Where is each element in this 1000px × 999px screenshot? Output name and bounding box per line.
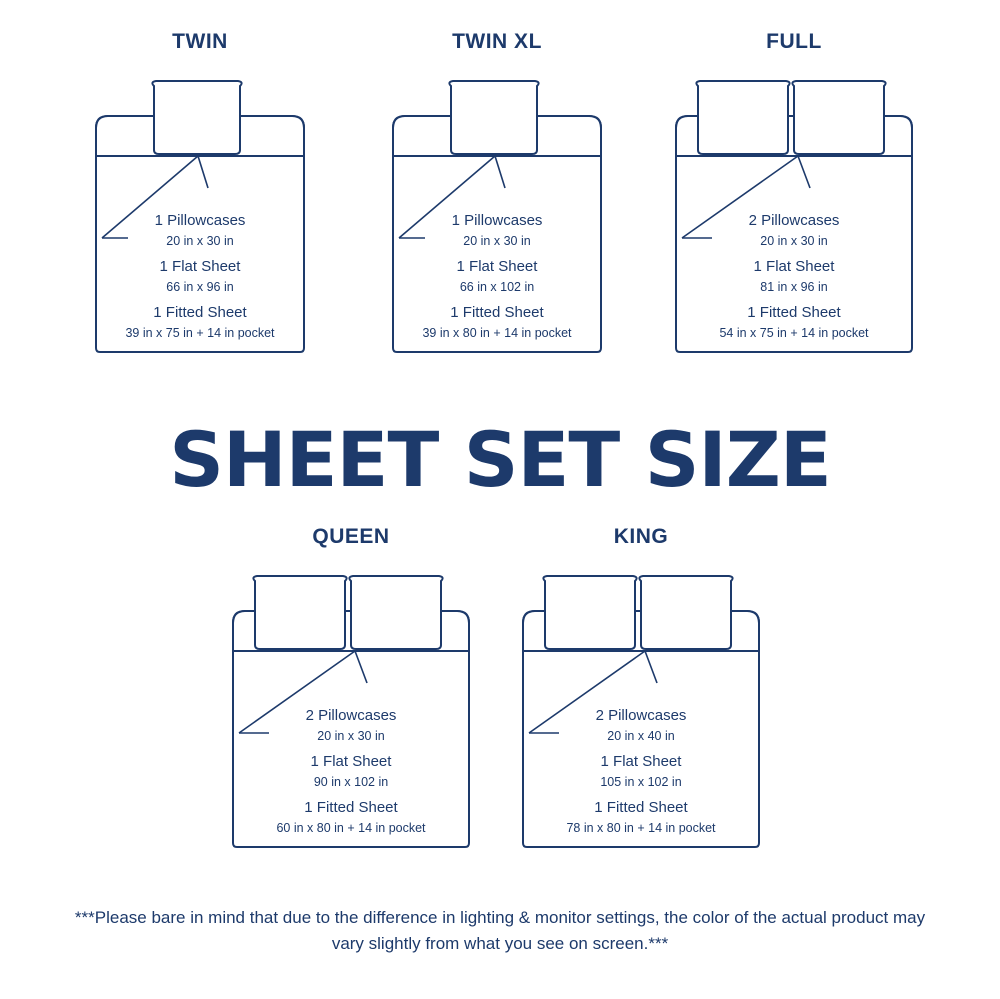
- page-title: SHEET SET SIZE: [169, 415, 831, 504]
- label-group: 1 Flat Sheet 81 in x 96 in: [753, 258, 835, 294]
- bed-title: FULL: [766, 30, 822, 53]
- bed-figure: [225, 555, 477, 851]
- bed-labels: [225, 707, 477, 845]
- bed-figure: [515, 555, 767, 851]
- label-group: 1 Fitted Sheet 54 in x 75 in + 14 in pocket: [719, 304, 869, 340]
- label-group: 1 Pillowcases 20 in x 30 in: [451, 212, 543, 248]
- label-group: 1 Fitted Sheet 78 in x 80 in + 14 in pocket: [566, 799, 716, 835]
- bed-labels: [385, 212, 609, 350]
- bed-card-twin-xl: [385, 30, 609, 356]
- bed-labels: [668, 212, 920, 350]
- bed-title: TWIN: [172, 30, 228, 53]
- label-group: 1 Pillowcases 20 in x 30 in: [154, 212, 246, 248]
- label-group: 1 Fitted Sheet 60 in x 80 in + 14 in pocket: [276, 799, 426, 835]
- bed-card-full: [668, 30, 920, 356]
- label-group: 1 Fitted Sheet 39 in x 75 in + 14 in pocket: [125, 304, 275, 340]
- label-group: 2 Pillowcases 20 in x 40 in: [595, 707, 687, 743]
- bed-figure: [668, 60, 920, 356]
- bed-card-twin: [88, 30, 312, 356]
- bed-figure: [88, 60, 312, 356]
- bed-labels: [88, 212, 312, 350]
- label-group: 1 Flat Sheet 66 in x 96 in: [159, 258, 241, 294]
- bed-labels: [515, 707, 767, 845]
- bed-card-queen: [225, 525, 477, 851]
- bed-title: QUEEN: [312, 525, 390, 548]
- label-group: 1 Flat Sheet 66 in x 102 in: [456, 258, 538, 294]
- bed-figure: [385, 60, 609, 356]
- bed-card-king: [515, 525, 767, 851]
- label-group: 2 Pillowcases 20 in x 30 in: [748, 212, 840, 248]
- disclaimer-note: ***Please bare in mind that due to the difference in lighting & monitor settings, the color of the actual product may vary slightly from what you see on screen.***: [74, 908, 926, 954]
- bed-title: TWIN XL: [452, 30, 542, 53]
- bed-title: KING: [613, 525, 669, 548]
- label-group: 1 Flat Sheet 105 in x 102 in: [600, 753, 682, 789]
- label-group: 2 Pillowcases 20 in x 30 in: [305, 707, 397, 743]
- label-group: 1 Fitted Sheet 39 in x 80 in + 14 in pocket: [422, 304, 572, 340]
- label-group: 1 Flat Sheet 90 in x 102 in: [310, 753, 392, 789]
